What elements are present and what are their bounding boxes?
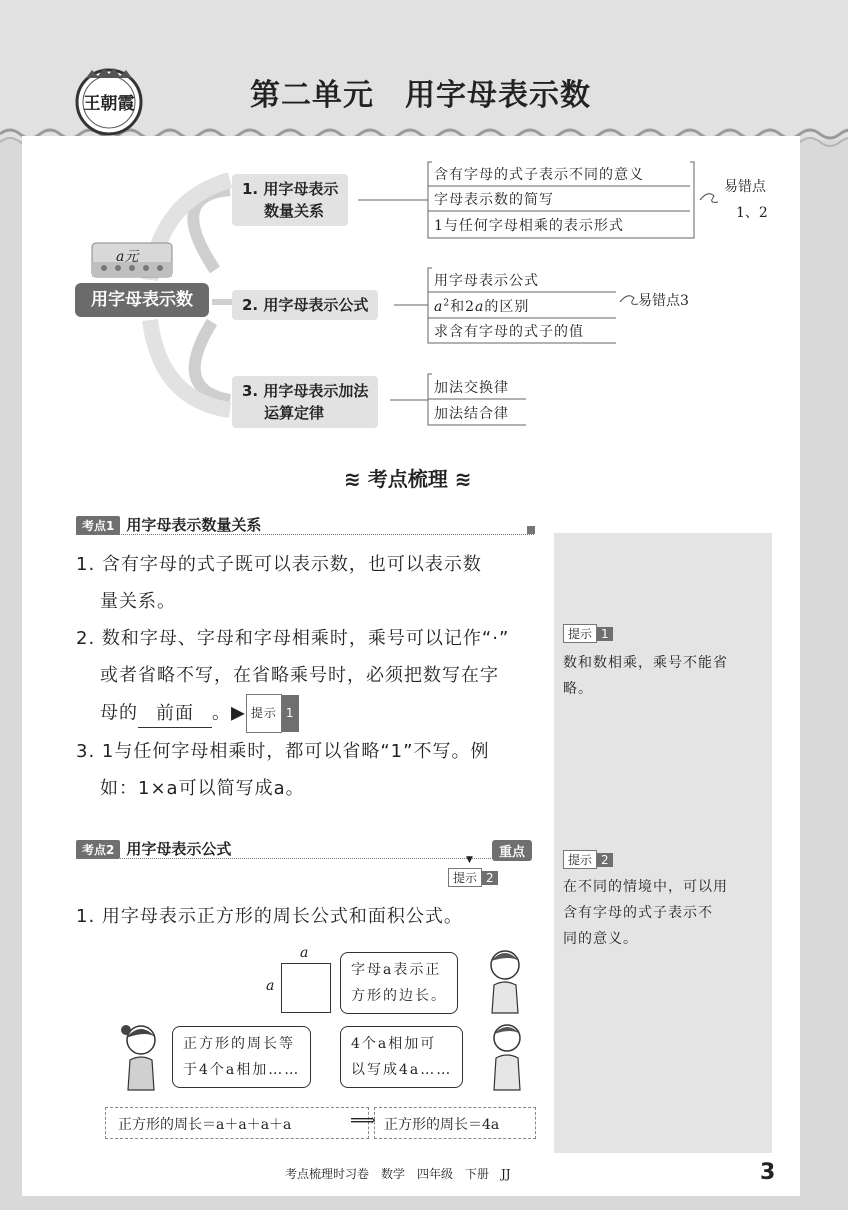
hint-1-num: 1 — [597, 627, 613, 641]
hint-1-label — [563, 624, 613, 643]
kp1-tag: 考点1 — [76, 516, 120, 535]
bubble-2-line2: 于4个a相加…… — [183, 1062, 301, 1078]
hint-2-line1: 在不同的情境中，可以用 — [563, 879, 728, 895]
kp1-hint-label: 提示 — [246, 694, 282, 733]
leaf-1-2: 字母表示数的简写 — [434, 192, 554, 208]
hint-1-line2: 略。 — [563, 681, 593, 697]
boy-2-illustration-icon — [484, 1018, 530, 1092]
implies-arrow-icon: ⟹ — [350, 1110, 376, 1131]
section-title-text: 考点梳理 — [367, 467, 448, 491]
page-title: 第二单元 用字母表示数 — [250, 78, 591, 113]
kp1-rule — [76, 534, 534, 535]
wave-right-icon: ≋ — [454, 467, 472, 491]
branch-1 — [232, 174, 348, 226]
bubble-3-line1: 4个a相加可 — [351, 1036, 437, 1052]
hint-1-tag: 提示 — [563, 624, 597, 643]
branch-3 — [232, 376, 378, 428]
kp2-item1: 1. 用字母表示正方形的周长公式和面积公式。 — [76, 906, 463, 927]
bubble-2-line1: 正方形的周长等 — [183, 1036, 295, 1052]
hint-1-line1: 数和数相乘，乘号不能省 — [563, 655, 728, 671]
hint-2-num: 2 — [597, 853, 613, 867]
speech-bubble-2 — [172, 1026, 311, 1088]
kp1-item3-line1: 3. 1与任何字母相乘时，都可以省略“1”不写。例 — [76, 741, 490, 762]
section-title — [344, 463, 471, 492]
bubble-1-line1: 字母a表示正 — [351, 962, 442, 978]
note-1-line2: 1、2 — [736, 205, 768, 221]
hint-2-line2: 含有字母的式子表示不 — [563, 905, 713, 921]
branch-3-line2: 运算定律 — [264, 404, 325, 422]
kp1-item2-post: 。▶ — [212, 702, 246, 724]
branch-1-line2: 数量关系 — [264, 202, 325, 220]
branch-2 — [232, 290, 378, 320]
kp2-hint-num: 2 — [482, 871, 498, 885]
leaf-1-3: 1与任何字母相乘的表示形式 — [434, 218, 624, 234]
footer-text: 考点梳理时习卷 数学 四年级 下册 JJ — [285, 1167, 511, 1181]
logo-text: 王朝霞 — [83, 94, 135, 114]
kp2-badge: 重点 — [492, 840, 532, 861]
speech-bubble-1 — [340, 952, 458, 1014]
formula-left: 正方形的周长＝a＋a＋a＋a — [118, 1117, 292, 1133]
kp2-rule — [76, 858, 491, 859]
leaf-2-1: 用字母表示公式 — [434, 273, 539, 289]
page-number: 3 — [760, 1160, 776, 1185]
leaf-2-2-and: 和 — [450, 299, 466, 315]
kp2-hint-ref — [448, 868, 498, 887]
mindmap-central: 用字母表示数 — [75, 283, 209, 317]
hint-2-label — [563, 850, 613, 869]
hint-1-text — [563, 650, 728, 702]
bubble-1-line2: 方形的边长。 — [351, 988, 447, 1004]
mindmap-lines — [0, 0, 848, 460]
kp1-rule-end — [527, 526, 535, 534]
wave-left-icon: ≋ — [344, 467, 361, 491]
square-left-label: a — [266, 978, 275, 994]
leaf-2-3: 求含有字母的式子的值 — [434, 324, 584, 340]
kp1-item2-line2: 或者省略不写，在省略乘号时，必须把数写在字 — [100, 665, 499, 686]
kp2-header — [76, 838, 231, 859]
hint-2-tag: 提示 — [563, 850, 597, 869]
kp1-answer-blank: 前面 — [138, 701, 212, 728]
leaf-2-2: $a^2$和2a的区别 — [434, 298, 530, 315]
kp1-hint-ref — [246, 706, 299, 720]
leaf-1-1: 含有字母的式子表示不同的意义 — [434, 167, 644, 183]
boy-illustration-icon — [480, 945, 530, 1015]
kp1-item1-line2: 量关系。 — [100, 591, 176, 612]
leaf-3-1: 加法交换律 — [434, 380, 509, 396]
kp1-item1-line1: 1. 含有字母的式子既可以表示数，也可以表示数 — [76, 554, 482, 575]
kp1-body — [76, 546, 546, 807]
bubble-3-line2: 以写成4a…… — [351, 1062, 453, 1078]
price-tag: a元 — [116, 249, 139, 265]
hint-2-text — [563, 874, 728, 952]
branch-3-line1: 3. 用字母表示加法 — [242, 382, 369, 400]
kp1-hint-num: 1 — [282, 695, 299, 732]
kp1-item2-pre: 母的 — [100, 702, 138, 724]
leaf-2-2-diff: 的区别 — [484, 299, 530, 315]
kp2-tag: 考点2 — [76, 840, 120, 859]
girl-illustration-icon — [116, 1018, 166, 1092]
hint-2-line3: 同的意义。 — [563, 931, 638, 947]
kp1-title: 用字母表示数量关系 — [126, 516, 262, 534]
kp2-hint-label: 提示 — [448, 868, 482, 887]
kp1-header — [76, 514, 261, 535]
kp1-item2-line3 — [76, 694, 546, 733]
speech-bubble-3 — [340, 1026, 463, 1088]
note-2: 易错点3 — [638, 293, 689, 309]
kp1-item2-line1: 2. 数和字母、字母和字母相乘时，乘号可以记作“·” — [76, 628, 510, 649]
branch-2-line1: 2. 用字母表示公式 — [242, 296, 369, 314]
branch-1-line1: 1. 用字母表示 — [242, 180, 339, 198]
kp2-hint-arrow-icon: ▼ — [466, 855, 473, 865]
square-top-label: a — [300, 945, 309, 961]
kp1-item3-line2: 如：1×a可以简写成a。 — [100, 778, 305, 799]
square-figure — [281, 963, 331, 1013]
note-1-line1: 易错点 — [724, 179, 766, 195]
leaf-3-2: 加法结合律 — [434, 406, 509, 422]
formula-right: 正方形的周长＝4a — [384, 1117, 500, 1133]
kp2-title: 用字母表示公式 — [126, 840, 232, 858]
